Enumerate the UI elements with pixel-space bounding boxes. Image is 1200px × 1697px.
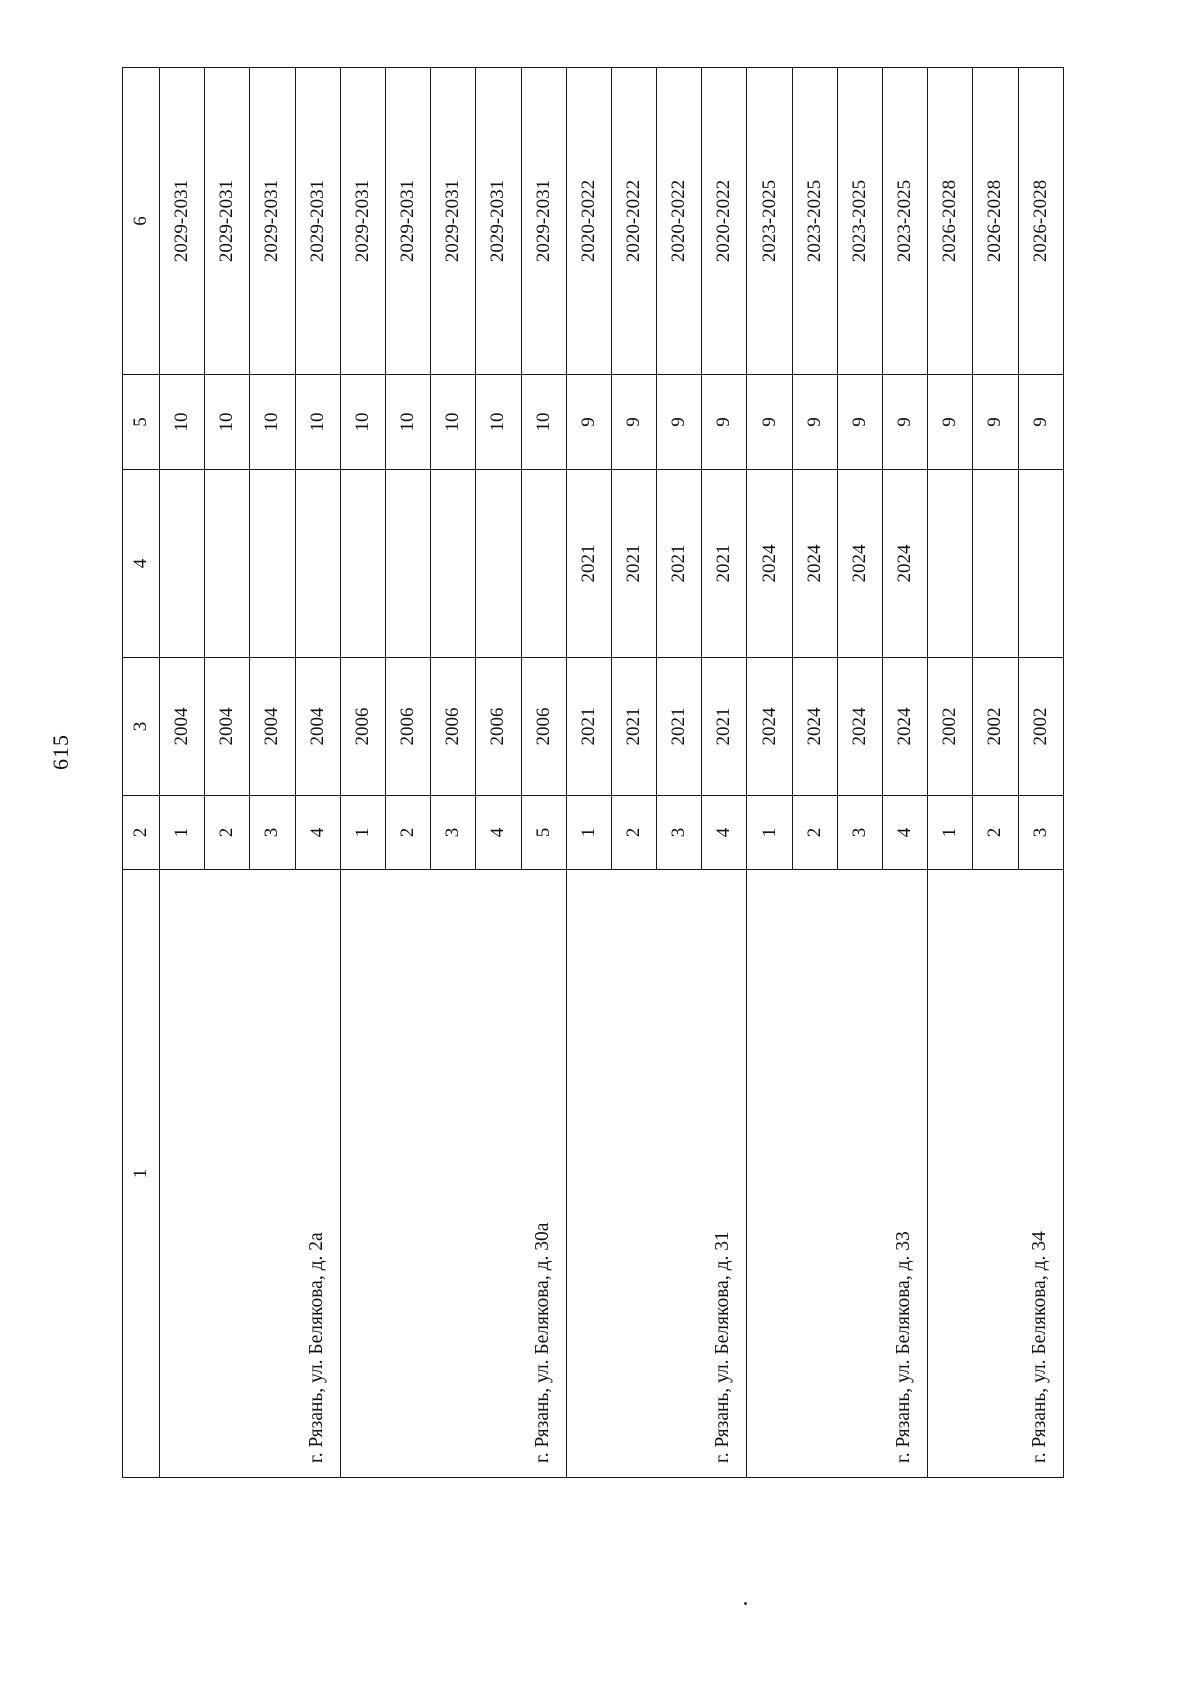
row-number-cell: 1 [928, 796, 973, 870]
header-row [123, 68, 160, 1478]
scan-speck [744, 1602, 747, 1605]
header-col-6: 6 [123, 68, 160, 375]
col-4-cell [250, 470, 295, 658]
col-4-cell [1018, 470, 1063, 658]
col-6-cell: 2029-2031 [385, 68, 430, 375]
header-col-3: 3 [123, 658, 160, 796]
col-6-cell: 2026-2028 [1018, 68, 1063, 375]
col-3-cell: 2024 [792, 658, 837, 796]
col-3-cell: 2006 [385, 658, 430, 796]
col-4-cell: 2021 [702, 470, 747, 658]
header-col-5: 5 [123, 375, 160, 470]
col-3-cell: 2004 [160, 658, 205, 796]
col-5-cell: 9 [611, 375, 656, 470]
col-5-cell: 9 [973, 375, 1018, 470]
row-number-cell: 2 [973, 796, 1018, 870]
table-row [928, 68, 973, 1478]
col-5-cell: 9 [1018, 375, 1063, 470]
table-row [340, 68, 385, 1478]
table-row [160, 68, 205, 1478]
row-number-cell: 3 [1018, 796, 1063, 870]
col-6-cell: 2029-2031 [521, 68, 566, 375]
table-body [160, 68, 1064, 1478]
col-4-cell: 2024 [837, 470, 882, 658]
col-3-cell: 2004 [295, 658, 340, 796]
col-6-cell: 2029-2031 [250, 68, 295, 375]
col-5-cell: 10 [476, 375, 521, 470]
col-3-cell: 2024 [883, 658, 928, 796]
col-6-cell: 2029-2031 [295, 68, 340, 375]
row-number-cell: 4 [883, 796, 928, 870]
col-3-cell: 2002 [973, 658, 1018, 796]
row-number-cell: 1 [747, 796, 792, 870]
row-number-cell: 2 [792, 796, 837, 870]
col-6-cell: 2029-2031 [205, 68, 250, 375]
col-3-cell: 2006 [476, 658, 521, 796]
col-5-cell: 9 [747, 375, 792, 470]
row-number-cell: 5 [521, 796, 566, 870]
row-number-cell: 1 [566, 796, 611, 870]
col-4-cell [385, 470, 430, 658]
row-number-cell: 3 [657, 796, 702, 870]
col-6-cell: 2023-2025 [837, 68, 882, 375]
col-4-cell: 2024 [883, 470, 928, 658]
col-6-cell: 2020-2022 [566, 68, 611, 375]
col-4-cell [431, 470, 476, 658]
table-row [566, 68, 611, 1478]
row-number-cell: 2 [385, 796, 430, 870]
col-3-cell: 2002 [1018, 658, 1063, 796]
col-5-cell: 10 [521, 375, 566, 470]
col-6-cell: 2029-2031 [476, 68, 521, 375]
row-number-cell: 1 [340, 796, 385, 870]
col-5-cell: 10 [431, 375, 476, 470]
col-4-cell [295, 470, 340, 658]
col-3-cell: 2024 [747, 658, 792, 796]
header-col-4: 4 [123, 470, 160, 658]
col-3-cell: 2004 [205, 658, 250, 796]
col-4-cell [340, 470, 385, 658]
row-number-cell: 2 [205, 796, 250, 870]
col-6-cell: 2023-2025 [883, 68, 928, 375]
row-number-cell: 3 [431, 796, 476, 870]
row-number-cell: 4 [476, 796, 521, 870]
col-4-cell: 2021 [657, 470, 702, 658]
col-5-cell: 9 [566, 375, 611, 470]
col-6-cell: 2029-2031 [340, 68, 385, 375]
col-5-cell: 9 [883, 375, 928, 470]
col-3-cell: 2021 [657, 658, 702, 796]
data-table [122, 67, 1064, 1478]
col-3-cell: 2006 [521, 658, 566, 796]
row-number-cell: 2 [611, 796, 656, 870]
col-3-cell: 2006 [431, 658, 476, 796]
col-5-cell: 9 [702, 375, 747, 470]
col-6-cell: 2020-2022 [611, 68, 656, 375]
col-4-cell [476, 470, 521, 658]
page-number: 615 [48, 734, 73, 770]
col-5-cell: 9 [837, 375, 882, 470]
col-4-cell [521, 470, 566, 658]
col-5-cell: 10 [340, 375, 385, 470]
col-3-cell: 2021 [702, 658, 747, 796]
col-5-cell: 9 [657, 375, 702, 470]
header-col-2: 2 [123, 796, 160, 870]
col-6-cell: 2023-2025 [747, 68, 792, 375]
col-4-cell [205, 470, 250, 658]
col-6-cell: 2029-2031 [431, 68, 476, 375]
table-row [747, 68, 792, 1478]
rotated-table-container [122, 68, 1064, 1478]
col-5-cell: 10 [385, 375, 430, 470]
col-4-cell: 2024 [792, 470, 837, 658]
col-6-cell: 2023-2025 [792, 68, 837, 375]
col-3-cell: 2004 [250, 658, 295, 796]
col-4-cell: 2024 [747, 470, 792, 658]
col-4-cell: 2021 [566, 470, 611, 658]
header-col-1: 1 [123, 870, 160, 1478]
col-6-cell: 2026-2028 [973, 68, 1018, 375]
col-5-cell: 10 [295, 375, 340, 470]
address-cell: г. Рязань, ул. Белякова, д. 30а [340, 870, 566, 1478]
col-6-cell: 2029-2031 [160, 68, 205, 375]
address-cell: г. Рязань, ул. Белякова, д. 31 [566, 870, 747, 1478]
col-3-cell: 2021 [611, 658, 656, 796]
col-4-cell: 2021 [611, 470, 656, 658]
col-5-cell: 9 [928, 375, 973, 470]
col-5-cell: 9 [792, 375, 837, 470]
row-number-cell: 3 [250, 796, 295, 870]
address-cell: г. Рязань, ул. Белякова, д. 33 [747, 870, 928, 1478]
col-5-cell: 10 [160, 375, 205, 470]
col-4-cell [928, 470, 973, 658]
address-cell: г. Рязань, ул. Белякова, д. 34 [928, 870, 1064, 1478]
col-3-cell: 2006 [340, 658, 385, 796]
col-6-cell: 2020-2022 [702, 68, 747, 375]
row-number-cell: 4 [295, 796, 340, 870]
col-3-cell: 2024 [837, 658, 882, 796]
col-3-cell: 2021 [566, 658, 611, 796]
row-number-cell: 1 [160, 796, 205, 870]
col-3-cell: 2002 [928, 658, 973, 796]
col-4-cell [973, 470, 1018, 658]
col-5-cell: 10 [250, 375, 295, 470]
row-number-cell: 4 [702, 796, 747, 870]
col-5-cell: 10 [205, 375, 250, 470]
address-cell: г. Рязань, ул. Белякова, д. 2а [160, 870, 341, 1478]
row-number-cell: 3 [837, 796, 882, 870]
col-6-cell: 2026-2028 [928, 68, 973, 375]
col-6-cell: 2020-2022 [657, 68, 702, 375]
col-4-cell [160, 470, 205, 658]
